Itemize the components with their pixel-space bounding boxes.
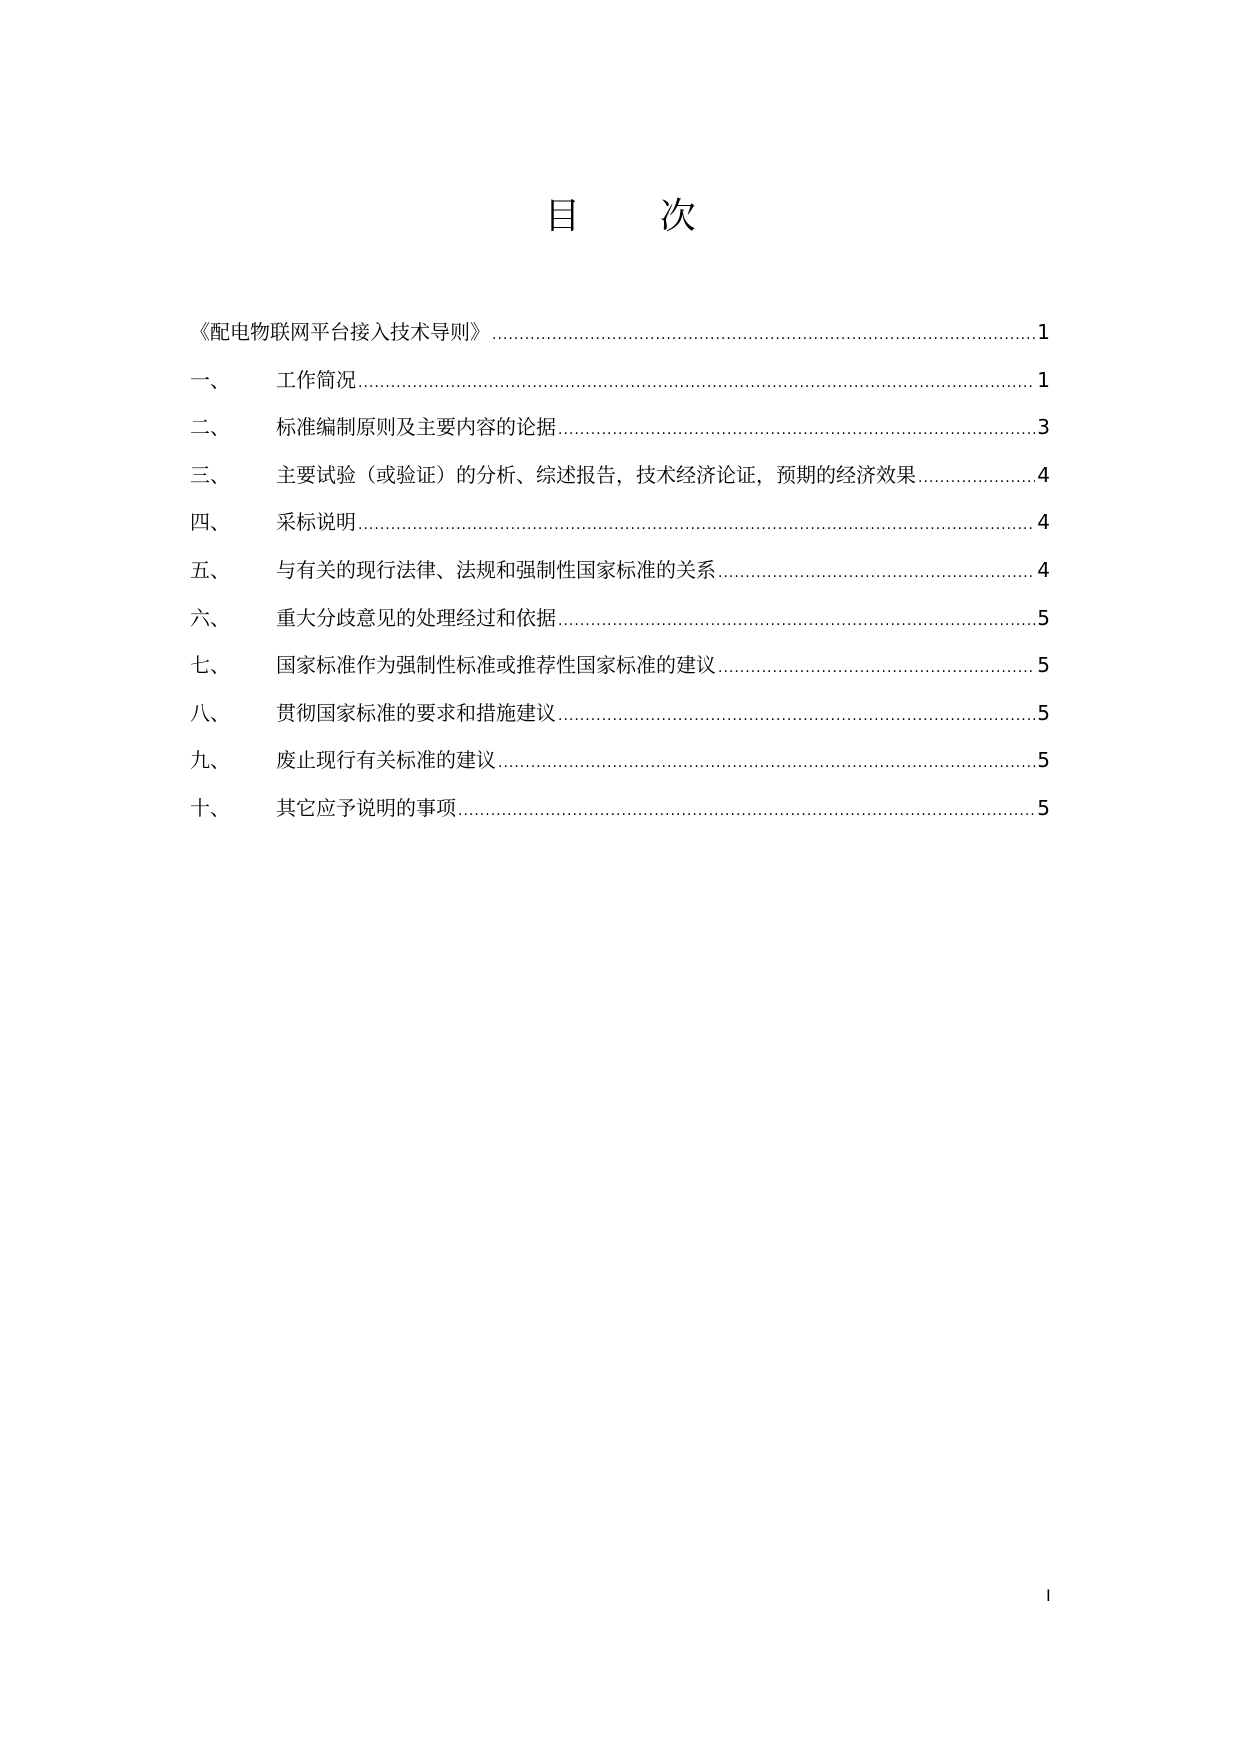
toc-leader-dots — [558, 605, 1035, 637]
toc-entry[interactable] — [190, 697, 1050, 745]
toc-entry-text: 主要试验（或验证）的分析、综述报告，技术经济论证，预期的经济效果 — [276, 462, 916, 487]
toc-entry[interactable] — [190, 411, 1050, 459]
toc-entry-page: 3 — [1037, 415, 1050, 440]
toc-entry-number: 七、 — [190, 653, 230, 678]
toc-entry-page: 4 — [1037, 510, 1050, 535]
toc-leader-dots — [458, 795, 1035, 827]
toc-entry-number: 八、 — [190, 700, 230, 725]
toc-entry-page: 5 — [1037, 605, 1050, 630]
toc-entry[interactable] — [190, 506, 1050, 554]
toc-entry-text: 标准编制原则及主要内容的论据 — [276, 415, 556, 440]
toc-entry[interactable] — [190, 649, 1050, 697]
toc-entry-text: 其它应予说明的事项 — [276, 795, 456, 820]
toc-entry[interactable] — [190, 364, 1050, 412]
toc-leader-dots — [492, 319, 1035, 351]
toc-entry-text: 贯彻国家标准的要求和措施建议 — [276, 700, 556, 725]
toc-entry-page: 5 — [1037, 653, 1050, 678]
toc-entry-text: 与有关的现行法律、法规和强制性国家标准的关系 — [276, 557, 716, 582]
toc-entry-text: 重大分歧意见的处理经过和依据 — [276, 605, 556, 630]
toc-entry-number: 一、 — [190, 367, 230, 392]
toc-leader-dots — [558, 700, 1035, 732]
toc-entry[interactable] — [190, 459, 1050, 507]
toc-entry-page: 5 — [1037, 795, 1050, 820]
toc-leader-dots — [358, 367, 1035, 399]
toc-entry-number: 四、 — [190, 510, 230, 535]
toc-entry-number: 六、 — [190, 605, 230, 630]
toc-entry-number: 三、 — [190, 462, 230, 487]
toc-entry-page: 4 — [1037, 557, 1050, 582]
table-of-contents — [190, 316, 1050, 840]
toc-leader-dots — [718, 557, 1035, 589]
toc-entry-page: 1 — [1037, 320, 1050, 344]
toc-entry-page: 1 — [1037, 367, 1050, 392]
toc-entry-number: 二、 — [190, 415, 230, 440]
toc-entry-text: 工作简况 — [276, 367, 356, 392]
page-title: 目 次 — [544, 196, 730, 237]
toc-entry[interactable] — [190, 554, 1050, 602]
toc-entry-number: 九、 — [190, 748, 230, 773]
toc-entry[interactable] — [190, 316, 1050, 364]
toc-entry-text: 废止现行有关标准的建议 — [276, 748, 496, 773]
toc-entry-text: 《配电物联网平台接入技术导则》 — [190, 320, 490, 344]
toc-entry[interactable] — [190, 744, 1050, 792]
toc-leader-dots — [718, 652, 1035, 684]
toc-entry-page: 4 — [1037, 462, 1050, 487]
toc-leader-dots — [358, 509, 1035, 541]
toc-entry-number: 十、 — [190, 795, 230, 820]
toc-entry-number: 五、 — [190, 557, 230, 582]
toc-entry[interactable] — [190, 792, 1050, 840]
toc-leader-dots — [498, 747, 1035, 779]
toc-entry[interactable] — [190, 602, 1050, 650]
toc-leader-dots — [918, 462, 1035, 494]
toc-entry-page: 5 — [1037, 700, 1050, 725]
page-number: I — [1046, 1586, 1051, 1605]
toc-leader-dots — [558, 414, 1035, 446]
toc-entry-text: 采标说明 — [276, 510, 356, 535]
toc-entry-page: 5 — [1037, 748, 1050, 773]
toc-entry-text: 国家标准作为强制性标准或推荐性国家标准的建议 — [276, 653, 716, 678]
